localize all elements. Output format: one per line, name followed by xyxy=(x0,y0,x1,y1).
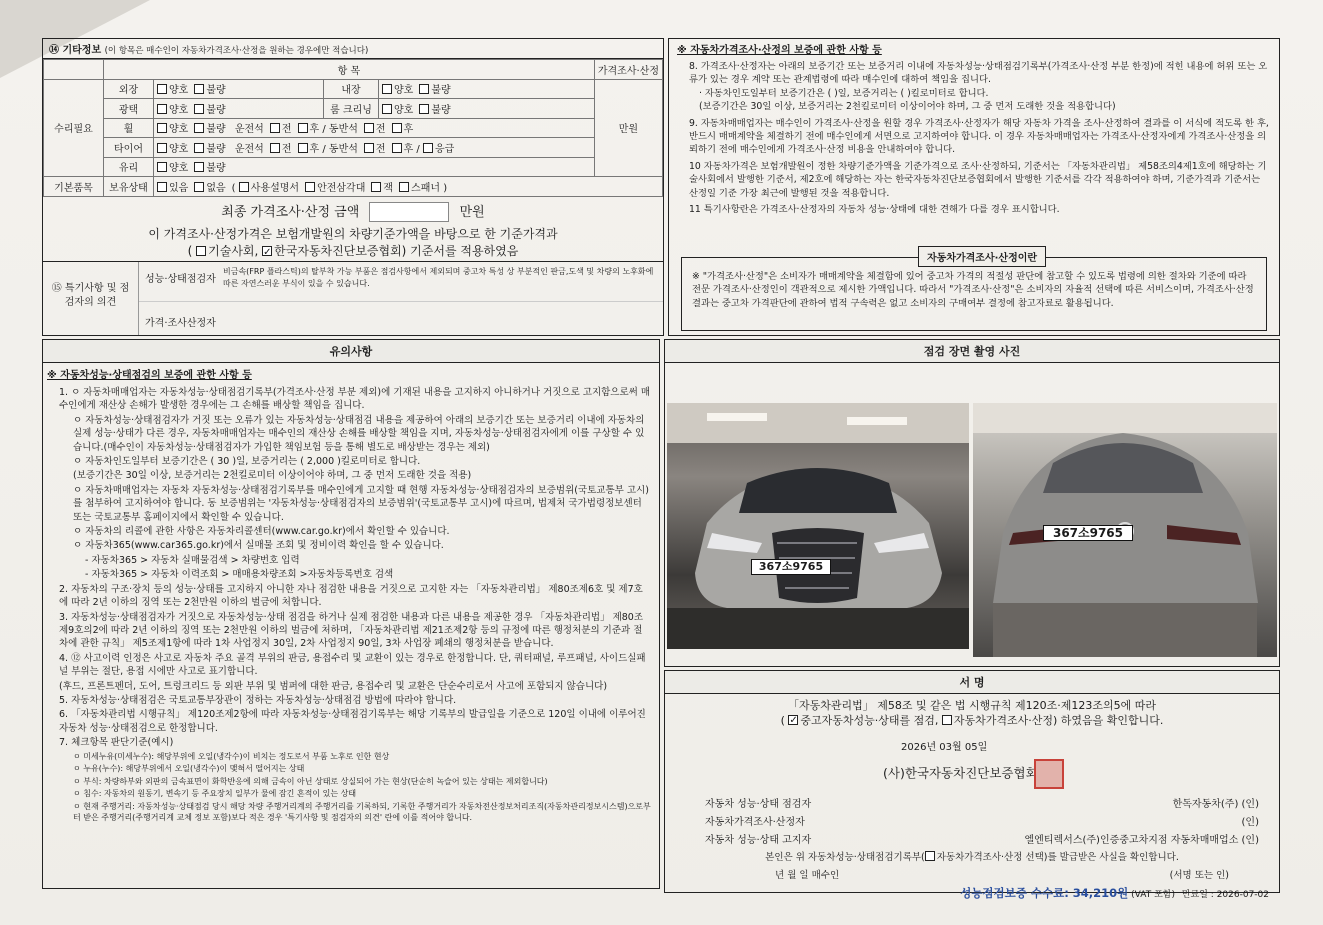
checkbox-kaiva[interactable] xyxy=(262,246,272,256)
checkbox-jack[interactable] xyxy=(371,182,381,192)
note-item: ㅇ 자동차의 리콜에 관한 사항은 자동차리콜센터(www.car.go.kr)에서 확인할 수 있습니다. xyxy=(73,526,450,538)
opt-label: 양호 xyxy=(394,85,414,97)
association-seal-icon xyxy=(1034,759,1064,789)
appraiser-label: 가격·조사산정자 xyxy=(145,318,216,329)
label-basic: 기본품목 xyxy=(44,177,104,197)
opt-label: 안전삼각대 xyxy=(317,182,366,194)
criteria-item: ㅇ 현재 주행거리: 자동차성능·상태점검 당시 해당 차량 주행거리계의 주행거리를 기록하되, 기록한 주행거리가 자동차전산정보처리조직(자동차관리정보시스템)으로부터 받은 주행거리(주행거리계 교체 정보 포함)보다 적은 경우 '특기사항 및 점검자의 의견' 란에 이를 적어야 합니다. xyxy=(73,801,651,823)
col-item: 항 목 xyxy=(104,60,595,80)
opt-label: 양호 xyxy=(169,124,189,136)
opt-label: 불량 xyxy=(206,163,226,175)
final-price-unit: 만원 xyxy=(459,204,485,220)
guarantee-item: 11 특기사항란은 가격조사·산정자의 자동차 성능·상태에 대한 견해가 다를 경우 표시합니다. xyxy=(689,204,1060,216)
opt-label: 전 xyxy=(375,143,386,155)
checkbox-good[interactable] xyxy=(157,143,167,153)
opt-label: 양호 xyxy=(169,163,189,175)
receipt-sign: (서명 또는 인) xyxy=(1169,870,1229,881)
price-guarantee-panel xyxy=(668,38,1280,336)
opt-label: 양호 xyxy=(394,104,414,116)
notes-panel xyxy=(42,339,660,889)
checkbox-bad[interactable] xyxy=(194,123,204,133)
price-definition-text: ※ "가격조사·산정"은 소비자가 매매계약을 체결함에 있어 중고차 가격의 적절성 판단에 참고할 수 있도록 법령에 의한 절차와 기준에 따라 전문 가격조사·산정인이 객관적으로 제시한 가액입니다. 따라서 "가격조사·산정"은 소비자의 자율적 선택에 따른 서비스이며, 가격조사·산정 결과는 중고차 가격판단에 관하여 법적 구속력은 없고 소비자의 구매여부 결정에 참고자료로 활용됩니다. xyxy=(692,271,1254,309)
checkbox-front[interactable] xyxy=(364,123,374,133)
opt-label: 불량 xyxy=(206,85,226,97)
price-unit: 만원 xyxy=(594,79,662,177)
receipt-text: 본인은 위 자동차성능·상태점검기록부( xyxy=(765,852,925,863)
signature-date: 2026년 03월 05일 xyxy=(901,742,988,753)
fee-note: (VAT 포함) xyxy=(1131,890,1175,900)
signer-value: (인) xyxy=(1241,816,1259,828)
checkbox-bad[interactable] xyxy=(419,104,429,114)
guarantee-item: 9. 자동차매매업자는 매수인이 가격조사·산정을 원할 경우 가격조사·산정자가 해당 자동차 가격을 조사·산정하여 결과를 이 서식에 적도록 한 후, 반드시 매매계약을 체결하기 전에 매수인에게 서면으로 고지하여야 합니다. 이 경우 자동차매매업자는 가격조사·산정자에게 가격조사·산정을 의뢰하기 전에 매수인에게 가격조사·산정 비용을 안내하여야 합니다. xyxy=(689,117,1269,156)
opt-label: 전 xyxy=(375,124,386,136)
note-item: 4. ⑫ 사고이력 인정은 사고로 자동차 주요 골격 부위의 판금, 용접수리 및 교환이 있는 경우로 한정합니다. 단, 쿼터패널, 루프패널, 사이드실패널 부위는 절단, 용접 시에만 사고로 표기합니다. xyxy=(59,652,646,678)
other-info-panel xyxy=(42,38,664,336)
opt-label: 후 xyxy=(309,143,320,155)
checkbox-have[interactable] xyxy=(157,182,167,192)
inspector-opinion: 비금속(FRP 플라스틱)의 탈부착 가능 부품은 점검사항에서 제외되며 중고차 특성 상 부분적인 판금,도색 및 차량의 노후화에 따른 자연스러운 부식이 있을 수 있습니다. xyxy=(223,267,654,288)
note-item: (보증기간은 30일 이상, 보증거리는 2천킬로미터 이상이어야 하며, 그 중 먼저 도래한 것을 적용) xyxy=(73,470,472,482)
receipt-text-end: 자동차가격조사·산정 선택)를 발급받은 사실을 확인합니다. xyxy=(936,852,1179,863)
special-notes xyxy=(43,261,663,335)
inspector-label: 성능·상태점검자 xyxy=(145,274,216,285)
checkbox-rear[interactable] xyxy=(298,123,308,133)
signer-label: 자동차가격조사·산정자 xyxy=(705,816,805,828)
opt-label: 응급 xyxy=(434,143,455,155)
repair-label: 수리필요 xyxy=(44,79,104,177)
checkbox-good[interactable] xyxy=(157,123,167,133)
signature-line-2: ( ✓중고자동차성능·상태를 점검, 자동차가격조사·산정) 하였음을 확인합니다. xyxy=(665,713,1279,728)
rear-car-photo xyxy=(973,403,1277,657)
opt-label: 불량 xyxy=(431,104,451,116)
checkbox-triangle[interactable] xyxy=(305,182,315,192)
opt-label: 자동차가격조사·산정) 하였음을 확인합니다. xyxy=(953,714,1164,727)
signer-value: 한독자동차(주) (인) xyxy=(1172,798,1259,810)
photos-panel xyxy=(664,339,1280,667)
label-driver: 운전석 xyxy=(234,124,264,136)
opt-label: 스패너 xyxy=(411,182,441,194)
association-name: (사)한국자동차진단보증협회 xyxy=(883,765,1038,781)
checkbox-good[interactable] xyxy=(157,84,167,94)
fee-amount: 성능점검보증 수수료: 34,210원 xyxy=(960,886,1129,900)
checkbox-bad[interactable] xyxy=(419,84,429,94)
note-item: ㅇ 자동차365(www.car365.go.kr)에서 실매물 조회 및 정비이력 확인을 할 수 있습니다. xyxy=(73,540,444,552)
note-item: - 자동차365 > 자동차 실매물검색 > 차량번호 입력 xyxy=(85,554,300,566)
label-wheel: 휠 xyxy=(104,118,154,138)
criteria-item: ㅇ 누유(누수): 해당부위에서 오일(냉각수)이 맺혀서 떨어지는 상태 xyxy=(73,764,305,774)
signer-row xyxy=(665,793,1279,811)
final-price-label: 최종 가격조사·산정 금액 xyxy=(221,204,360,220)
checkbox-bad[interactable] xyxy=(194,143,204,153)
guarantee-item: 8. 가격조사·산정자는 아래의 보증기간 또는 보증거리 이내에 자동차성능·상태점검기록부(가격조사·산정 부분 한정)에 적힌 내용에 허위 또는 오류가 있는 경우 계약 또는 관계법령에 따라 매수인에 대하여 책임을 집니다. xyxy=(689,61,1268,86)
checkbox-rear[interactable] xyxy=(392,143,402,153)
price-guarantee-title: ※ 자동차가격조사·산정의 보증에 관한 사항 등 xyxy=(677,45,882,56)
front-car-photo xyxy=(667,403,969,649)
signature-panel xyxy=(664,670,1280,900)
label-possession: 보유상태 xyxy=(104,177,154,197)
checkbox-good[interactable] xyxy=(157,162,167,172)
standard-statement xyxy=(43,226,663,260)
notes-list xyxy=(43,383,659,824)
label-driver: 운전석 xyxy=(234,143,264,155)
note-item: 5. 자동차성능·상태점검은 국토교통부장관이 정하는 자동차성능·상태점검 방법에 따라야 합니다. xyxy=(59,694,457,706)
inspector-row xyxy=(139,262,663,302)
final-price-input[interactable] xyxy=(369,202,449,222)
opt-label: 전 xyxy=(281,124,292,136)
opt-label: 한국자동차진단보증협회) 기준서를 적용하였음 xyxy=(274,244,519,258)
notes-subtitle: ※ 자동차성능·상태점검의 보증에 관한 사항 등 xyxy=(47,370,252,381)
label-passenger: 동반석 xyxy=(328,124,358,136)
opt-label: 후 xyxy=(309,124,320,136)
special-label: ⑮ 특기사항 및 점검자의 의견 xyxy=(51,283,130,308)
checkbox-receipt-price[interactable] xyxy=(925,851,935,861)
label-glass: 유리 xyxy=(104,157,154,177)
opt-label: 기술사회, xyxy=(208,244,259,258)
note-item: 2. 자동차의 구조·장치 등의 성능·상태를 고지하지 아니한 자나 점검한 내용을 거짓으로 고지한 자는 「자동차관리법」 제80조제6호 및 제7호에 따라 2년 이하의 징역 또는 2천만원 이하의 벌금에 처합니다. xyxy=(59,583,643,609)
receipt-date: 년 월 일 매수인 xyxy=(775,870,840,881)
opt-label: 양호 xyxy=(169,85,189,97)
checkbox-bad[interactable] xyxy=(194,162,204,172)
opt-label: 잭 xyxy=(383,182,394,194)
opt-label: 없음 xyxy=(206,182,226,194)
checkbox-good[interactable] xyxy=(382,84,392,94)
notes-title: 유의사항 xyxy=(43,340,659,363)
front-car-illustration xyxy=(667,403,969,649)
note-item: 7. 체크항목 판단기준(예시) xyxy=(59,737,174,749)
final-price-row xyxy=(43,197,663,223)
opt-label: 불량 xyxy=(206,143,226,155)
checkbox-tech-society[interactable] xyxy=(196,246,206,256)
label-gloss: 광택 xyxy=(104,99,154,119)
opt-label: 중고자동차성능·상태를 점검, xyxy=(800,714,939,727)
col-price: 가격조사·산정 xyxy=(594,60,662,80)
criteria-item: ㅇ 미세누유(미세누수): 해당부위에 오일(냉각수)이 비치는 정도로서 부품 노후로 인한 현상 xyxy=(73,751,390,761)
expiry-date: 만료일 : 2026-07-02 xyxy=(1181,890,1269,900)
note-item: 3. 자동차성능·상태점검자가 거짓으로 자동차성능·상태 점검을 하거나 실제 점검한 내용과 다른 내용을 제공한 경우 「자동차관리법」 제80조제9호의2에 따라 2년 이하의 징역 또는 2천만원 이하의 벌금에 처하며, 「자동차관리법 제21조제2항 등의 규정에 따른 행정처분의 기준과 절차에 관한 규칙」 제5조제1항에 따라 1차 사업정지 30일, 2차 사업정지 90일, 3차 사업장 폐쇄의 행정처분을 받습니다. xyxy=(59,611,644,650)
signer-row xyxy=(665,829,1279,847)
signature-statement xyxy=(665,698,1279,728)
opt-label: 있음 xyxy=(169,182,189,194)
signer-row xyxy=(665,811,1279,829)
checkbox-front[interactable] xyxy=(364,143,374,153)
checkbox-bad[interactable] xyxy=(194,84,204,94)
opt-label: 불량 xyxy=(206,124,226,136)
note-item: ㅇ 자동차매매업자는 자동차 자동차성능·상태점검기록부를 매수인에게 고지할 때 현행 자동차성능·상태점검자의 보증범위(국토교통부 고시)를 첨부하여 고지하여야 합니다. 동 보증범위는 '자동차성능·상태점검자의 보증범위'(국토교통부 고시)에 따르며, 법제처 국가법령정보센터 또는 국토교통부 홈페이지에서 확인할 수 있습니다. xyxy=(73,484,649,523)
note-item: ㅇ 자동차인도일부터 보증기간은 ( 30 )일, 보증거리는 ( 2,000 )킬로미터로 합니다. xyxy=(73,456,421,468)
rear-license-plate: 367소9765 xyxy=(1043,525,1133,541)
other-info-header xyxy=(43,39,663,59)
checkbox-front[interactable] xyxy=(270,143,280,153)
label-tire: 타이어 xyxy=(104,138,154,158)
note-item: 6. 「자동차관리법 시행규칙」 제120조제2항에 따라 자동차성능·상태점검기록부는 해당 기록부의 발급일을 기준으로 120일 이내에 이루어진 자동차 성능·상태점검으로 한정합니다. xyxy=(59,709,646,734)
note-item: ㅇ 자동차성능·상태점검자가 거짓 또는 오류가 있는 자동차성능·상태점검 내용을 제공하여 아래의 보증기간 또는 보증거리 이내에 자동차의 실제 성능·상태가 다른 경우, 자동차매매업자는 매수인의 재산상 손해를 배상할 책임을 지며, 자동차성능·상태점검자에게 이를 구상할 수 있습니다.(매수인이 자동차성능·상태점검자가 가입한 책임보험 등을 통해 별도로 배상받는 경우는 제외) xyxy=(73,414,645,453)
label-room-clean: 룸 크리닝 xyxy=(324,99,379,119)
criteria-item: ㅇ 부식: 차량하부와 외판의 금속표면이 화학반응에 의해 금속이 아닌 상태로 상실되어 가는 현상(단순히 녹슬어 있는 상태는 제외합니다) xyxy=(73,776,548,786)
opt-label: 전 xyxy=(281,143,292,155)
association-row xyxy=(883,759,1279,789)
opt-label: 후 xyxy=(403,143,414,155)
price-definition-box xyxy=(681,253,1267,331)
front-license-plate: 367소9765 xyxy=(751,559,831,575)
opt-label: 후 xyxy=(403,124,414,136)
receipt-row xyxy=(665,849,1279,863)
signer-label: 자동차 성능·상태 점검자 xyxy=(705,798,812,810)
opt-label: 불량 xyxy=(206,104,226,116)
standard-line-1: 이 가격조사·산정가격은 보험개발원의 차량기준가액을 바탕으로 한 기준가격과 xyxy=(148,227,558,241)
criteria-list xyxy=(59,751,651,824)
label-interior: 내장 xyxy=(324,79,379,99)
signer-label: 자동차 성능·상태 고지자 xyxy=(705,834,812,846)
section-title: ⑭ 기타정보 xyxy=(49,45,102,56)
checkbox-emergency[interactable] xyxy=(423,143,433,153)
price-guarantee-items xyxy=(677,60,1271,216)
label-exterior: 외장 xyxy=(104,79,154,99)
checkbox-rear[interactable] xyxy=(392,123,402,133)
checkbox-good[interactable] xyxy=(382,104,392,114)
opt-label: 양호 xyxy=(169,143,189,155)
guarantee-item: 10 자동차가격은 보험개발원이 정한 차량기준가액을 기준가격으로 조사·산정하되, 기준서는 「자동차관리법」 제58조의4제1호에 해당하는 기술사회에서 발행한 기준서, 제2호에 해당하는 자는 한국자동차진단보증협회에서 발행한 기준서를 각각 적용하여야 하며, 기준가격과 기준서는 산정일 기준 가장 최근에 발행된 것을 적용합니다. xyxy=(689,160,1267,199)
opt-label: 양호 xyxy=(169,104,189,116)
label-passenger: 동반석 xyxy=(328,143,358,155)
signature-title: 서 명 xyxy=(665,671,1279,694)
signature-line-1: 「자동차관리법」 제58조 및 같은 법 시행규칙 제120조·제123조의5에 따라 xyxy=(788,699,1156,712)
opt-label: 불량 xyxy=(431,85,451,97)
fee-row xyxy=(665,881,1279,901)
checkbox-performance[interactable] xyxy=(788,715,798,725)
guarantee-item: · 자동차인도일부터 보증기간은 ( )일, 보증거리는 ( )킬로미터로 합니다. xyxy=(699,87,989,99)
criteria-item: ㅇ 침수: 자동차의 원동기, 변속기 등 주요장치 일부가 물에 잠긴 흔적이 있는 상태 xyxy=(73,789,357,799)
note-item: 1. ㅇ 자동차매매업자는 자동차성능·상태점검기록부(가격조사·산정 부분 제외)에 기재된 내용을 고지하지 아니하거나 거짓으로 고지함으로써 매수인에게 재산상 손해가 발생한 경우에는 그 손해를 배상할 책임을 집니다. xyxy=(59,387,651,412)
repair-table: 항 목 가격조사·산정 수리필요 외장 양호 불량 내장 양호 불량 만원 광택 양호 불량 룸 크리닝 양호 불량 휠 양호 불량 운전석 전 후 / 동반석 전 후 타이어 양호 불량 운전석 전 후 / 동반석 전 후 / 응급 유리 양호 불량 기본품목 보유상태 있음 없음 ( 사용설명서 안전삼각대 잭 스패너 ) xyxy=(43,59,663,197)
guarantee-item: (보증기간은 30일 이상, 보증거리는 2천킬로미터 이상이어야 하며, 그 중 먼저 도래한 것을 적용합니다) xyxy=(699,101,1116,113)
checkbox-manual[interactable] xyxy=(239,182,249,192)
opt-label: 사용설명서 xyxy=(250,182,300,194)
checkbox-price-appraisal[interactable] xyxy=(942,715,952,725)
note-item: - 자동차365 > 자동차 이력조회 > 매매용차량조회 >자동차등록번호 검색 xyxy=(85,569,394,581)
checkbox-rear[interactable] xyxy=(298,143,308,153)
signer-value: 엘엔티렉서스(주)인증중고차지점 자동차매매업소 (인) xyxy=(1024,834,1259,846)
standard-line-2: ( 기술사회, ✓ 한국자동차진단보증협회) 기준서를 적용하였음 xyxy=(43,243,663,260)
checkbox-spanner[interactable] xyxy=(399,182,409,192)
receipt-date-row xyxy=(665,863,1279,881)
price-definition-title: 자동차가격조사·산정이란 xyxy=(918,246,1046,267)
checkbox-good[interactable] xyxy=(157,104,167,114)
checkbox-front[interactable] xyxy=(270,123,280,133)
special-content xyxy=(138,262,663,335)
checkbox-bad[interactable] xyxy=(194,104,204,114)
checkbox-none[interactable] xyxy=(194,182,204,192)
note-item: (후드, 프론트펜더, 도어, 트렁크리드 등 외판 부위 및 범퍼에 대한 판금, 용접수리 및 교환은 단순수리로서 사고에 포함되지 않습니다) xyxy=(59,680,608,692)
section-note: (이 항목은 매수인이 자동차가격조사·산정을 원하는 경우에만 적습니다) xyxy=(104,46,369,56)
photos-title: 점검 장면 촬영 사진 xyxy=(665,340,1279,363)
